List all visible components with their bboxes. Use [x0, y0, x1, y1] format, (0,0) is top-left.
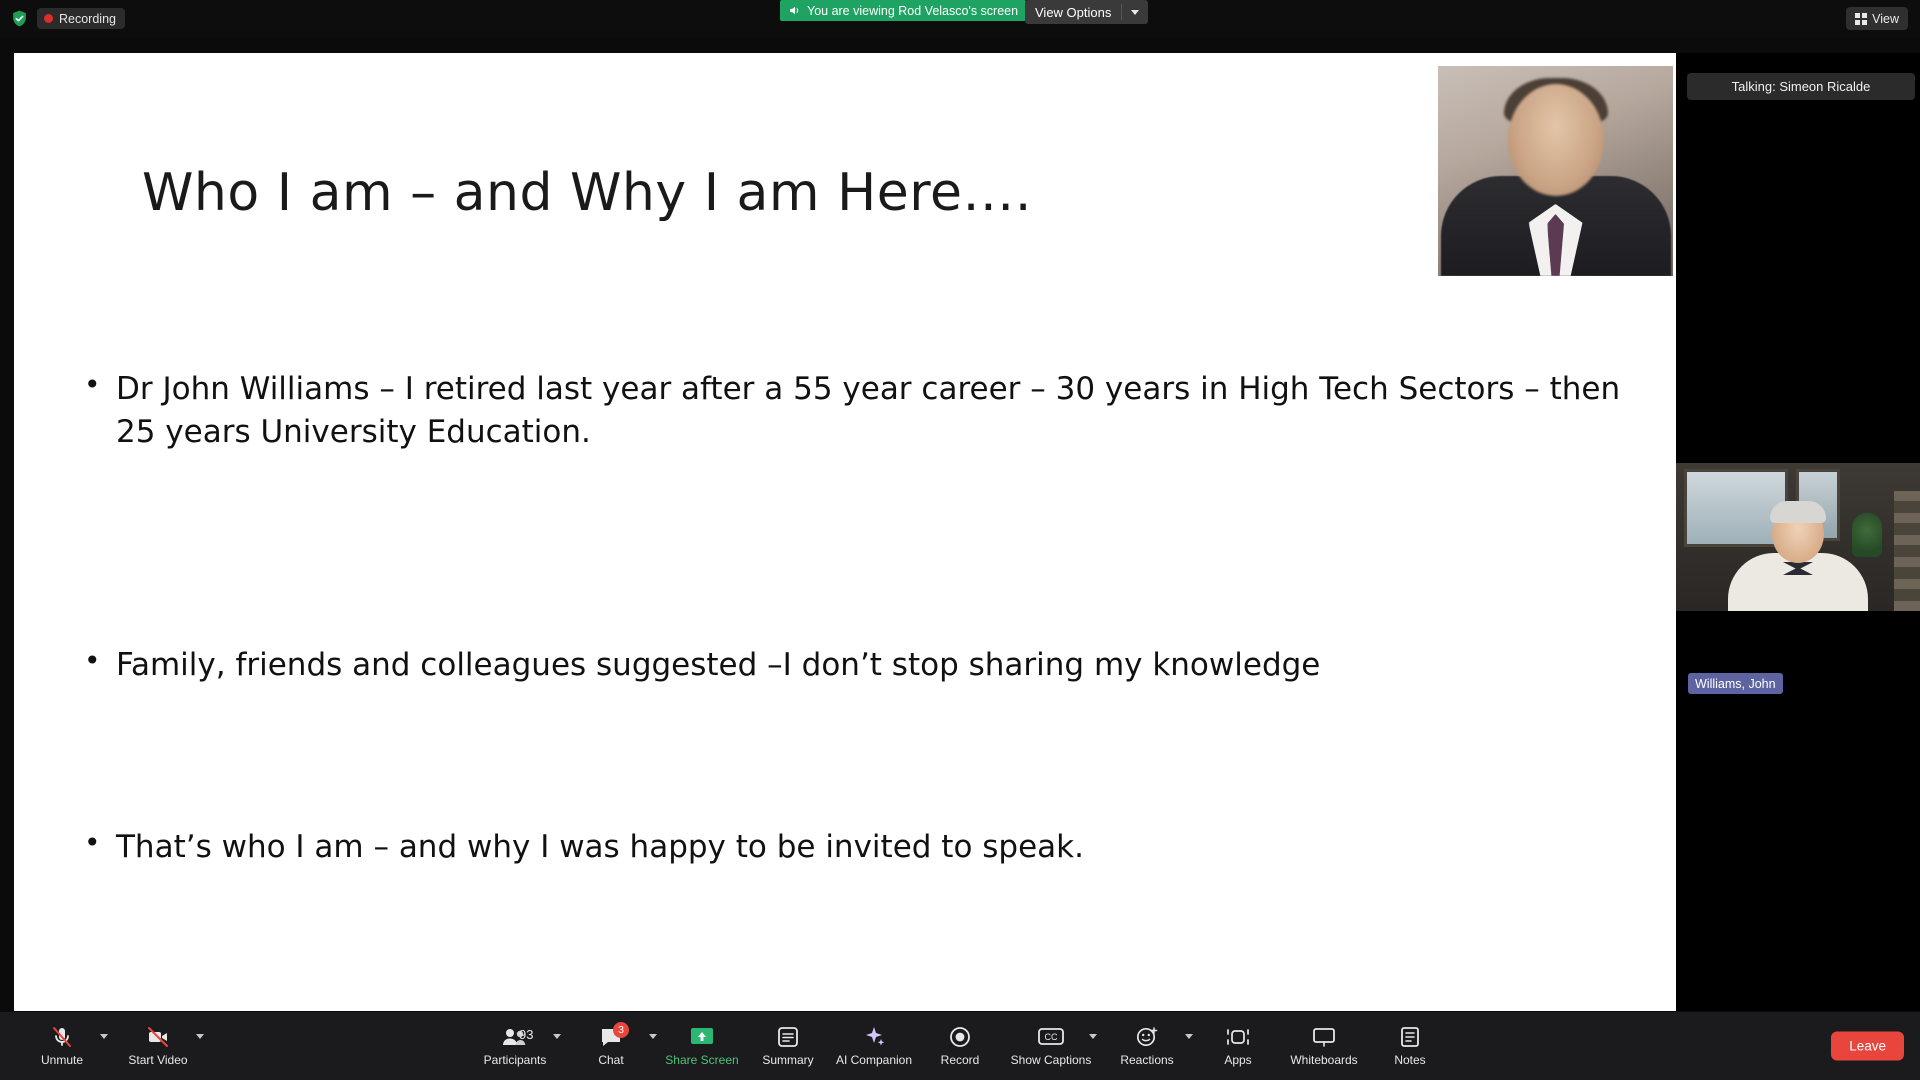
ai-companion-button[interactable]	[831, 1012, 917, 1080]
sparkle-icon	[863, 1025, 885, 1049]
notes-icon	[1400, 1025, 1420, 1049]
svg-text:CC: CC	[1044, 1032, 1058, 1042]
participants-count: 93	[519, 1027, 534, 1042]
leave-button[interactable]	[1831, 1032, 1904, 1061]
chevron-up-icon[interactable]	[649, 1034, 657, 1039]
chat-unread-badge: 3	[613, 1022, 629, 1038]
shared-screen-content[interactable]	[14, 53, 1676, 1011]
microphone-muted-icon	[50, 1025, 74, 1049]
viewing-screen-banner	[780, 0, 1026, 21]
recording-label: Recording	[59, 11, 116, 26]
toolbar-center-group	[467, 1012, 1453, 1080]
chevron-up-icon[interactable]	[1185, 1034, 1193, 1039]
view-options-button[interactable]	[1025, 0, 1148, 24]
show-captions-button[interactable]	[1003, 1012, 1099, 1080]
shield-check-icon[interactable]	[10, 9, 29, 28]
share-screen-button[interactable]	[659, 1012, 745, 1080]
apps-icon	[1226, 1025, 1250, 1049]
whiteboards-label: Whiteboards	[1290, 1053, 1358, 1067]
ai-companion-label: AI Companion	[835, 1053, 913, 1067]
whiteboards-button[interactable]	[1281, 1012, 1367, 1080]
notes-button[interactable]	[1367, 1012, 1453, 1080]
summary-icon	[777, 1025, 799, 1049]
active-speaker-strip	[1687, 73, 1915, 100]
grid-layout-icon	[1855, 13, 1867, 25]
record-button[interactable]	[917, 1012, 1003, 1080]
slide-bullet: • That’s who I am – and why I was happy to be invited to speak.	[74, 826, 1634, 869]
reactions-button[interactable]	[1099, 1012, 1195, 1080]
participant-name-label: Williams, John	[1695, 676, 1776, 691]
view-layout-button[interactable]	[1846, 7, 1908, 30]
self-video-tile[interactable]	[1676, 463, 1920, 611]
participant-name-badge	[1688, 673, 1783, 694]
recording-indicator[interactable]	[37, 8, 125, 29]
reactions-label: Reactions	[1120, 1053, 1174, 1067]
start-video-button[interactable]	[110, 1012, 206, 1080]
toolbar-left-group	[14, 1012, 206, 1080]
slide-headshot-image	[1438, 66, 1673, 276]
chevron-up-icon[interactable]	[196, 1034, 204, 1039]
slide-title: Who I am – and Why I am Here….	[142, 163, 1032, 223]
emoji-reaction-icon	[1136, 1025, 1158, 1049]
meeting-toolbar	[0, 1012, 1920, 1080]
chevron-up-icon[interactable]	[553, 1034, 561, 1039]
speaker-icon	[788, 4, 801, 17]
chevron-up-icon[interactable]	[100, 1034, 108, 1039]
viewing-screen-text: You are viewing Rod Velasco's screen	[807, 3, 1019, 18]
leave-label: Leave	[1849, 1038, 1886, 1054]
top-bar	[0, 0, 1920, 38]
video-muted-icon	[146, 1025, 170, 1049]
record-label: Record	[940, 1053, 980, 1067]
chat-label: Chat	[598, 1053, 624, 1067]
share-screen-label: Share Screen	[665, 1053, 739, 1067]
slide-bullet: • Family, friends and colleagues suggested –I don’t stop sharing my knowledge	[74, 644, 1634, 687]
apps-button[interactable]	[1195, 1012, 1281, 1080]
apps-label: Apps	[1224, 1053, 1252, 1067]
active-speaker-label: Talking: Simeon Ricalde	[1731, 79, 1871, 94]
summary-label: Summary	[762, 1053, 814, 1067]
slide-bullet: • Dr John Williams – I retired last year after a 55 year career – 30 years in High Tech Sectors – then 25 years University Education.	[74, 368, 1634, 454]
record-circle-icon	[949, 1025, 971, 1049]
notes-label: Notes	[1394, 1053, 1426, 1067]
whiteboard-icon	[1312, 1025, 1336, 1049]
summary-button[interactable]	[745, 1012, 831, 1080]
start-video-label: Start Video	[128, 1053, 188, 1067]
show-captions-label: Show Captions	[1010, 1053, 1092, 1067]
participants-button[interactable]	[467, 1012, 563, 1080]
record-dot-icon	[44, 14, 53, 23]
slide-bullet-list	[74, 368, 1634, 866]
view-options-label: View Options	[1035, 4, 1112, 20]
view-label: View	[1872, 11, 1899, 26]
chevron-down-icon[interactable]	[1122, 0, 1148, 24]
closed-caption-icon	[1038, 1025, 1064, 1049]
chevron-up-icon[interactable]	[1089, 1034, 1097, 1039]
share-screen-icon	[690, 1025, 714, 1049]
unmute-label: Unmute	[40, 1053, 84, 1067]
unmute-button[interactable]	[14, 1012, 110, 1080]
participants-label: Participants	[483, 1053, 547, 1067]
chat-button[interactable]	[563, 1012, 659, 1080]
